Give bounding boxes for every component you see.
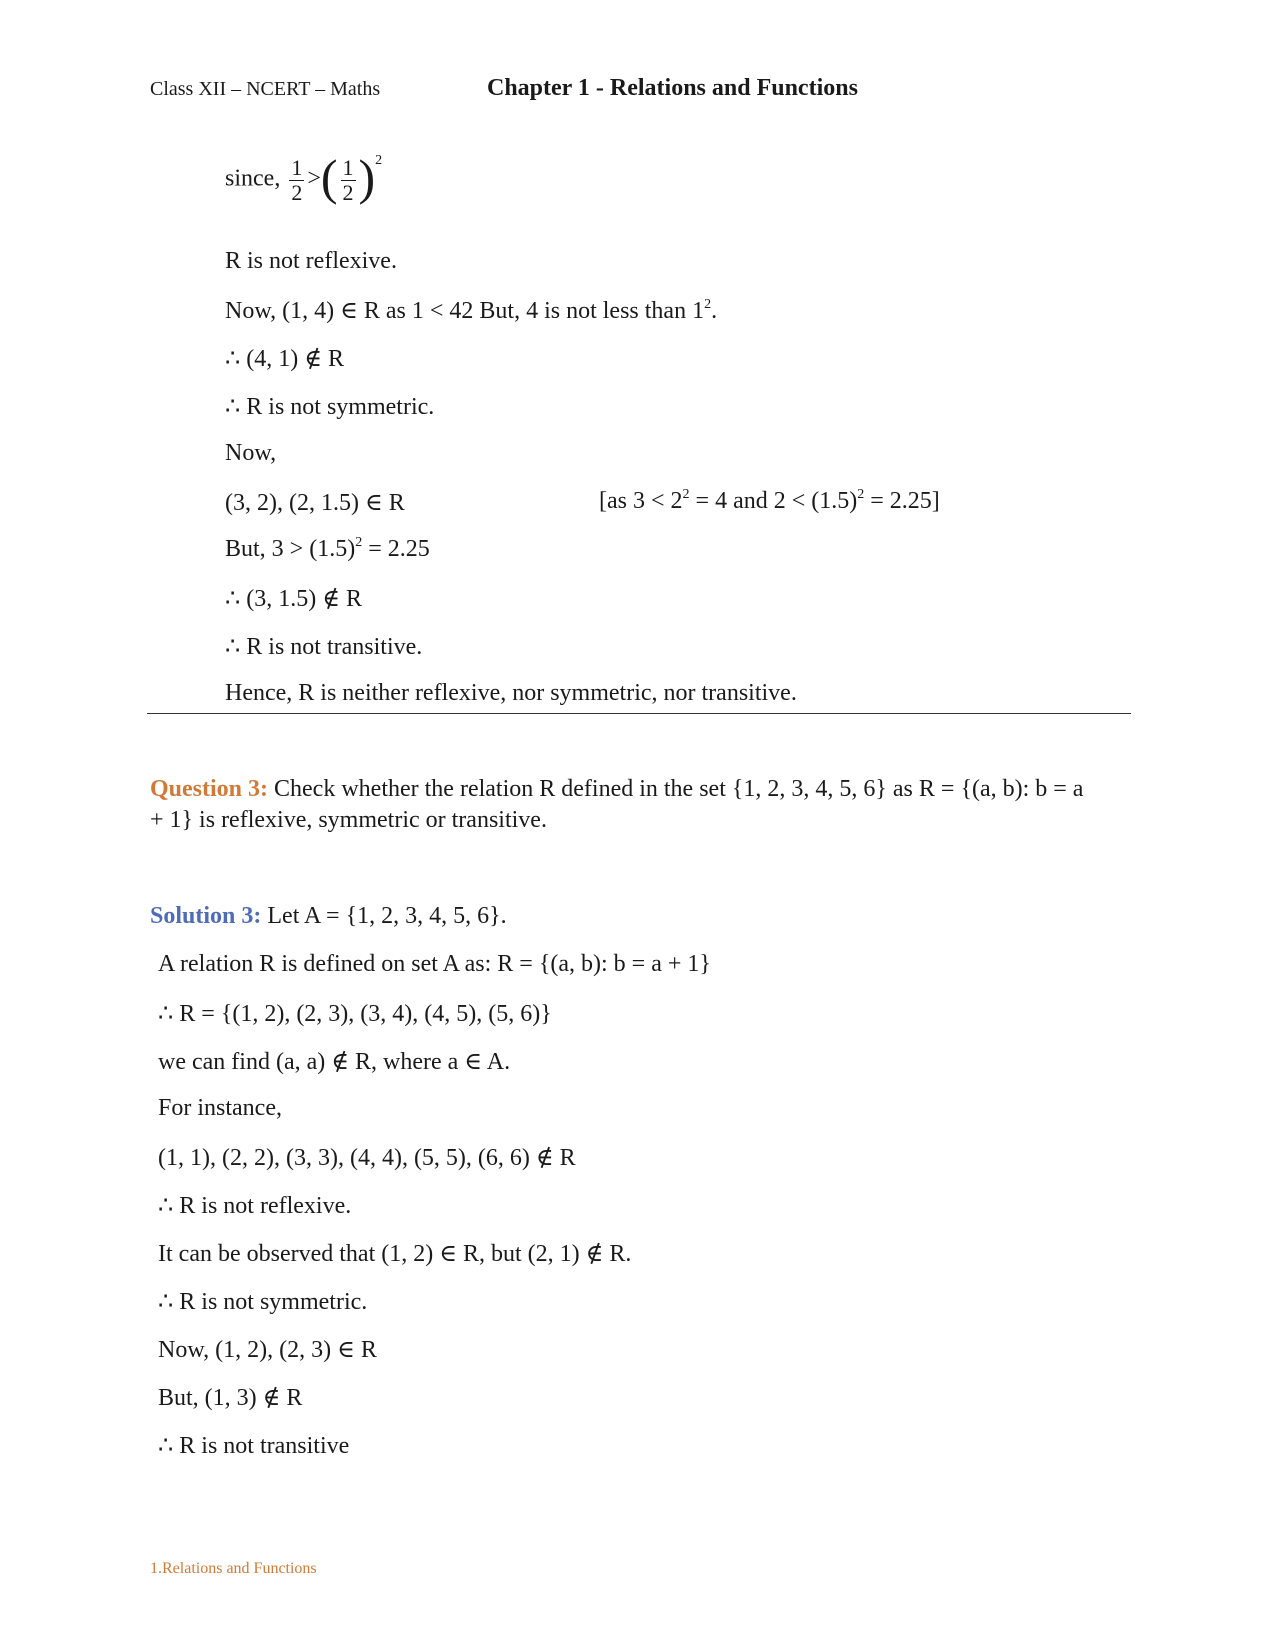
fraction-half xyxy=(289,156,304,205)
header-class-label: Class XII – NCERT – Maths xyxy=(150,78,381,100)
exponent: 2 xyxy=(857,487,865,502)
therefore-line-1: ∴ (4, 1) ∉ R xyxy=(225,346,345,372)
exponent: 2 xyxy=(375,152,383,168)
solution-line: A relation R is defined on set A as: R = {(a, b): b = a + 1} xyxy=(158,951,711,977)
fraction-denominator: 2 xyxy=(342,179,354,205)
since-expression xyxy=(225,149,383,205)
right-paren: ) xyxy=(358,149,376,205)
not-reflexive-line: R is not reflexive. xyxy=(225,248,397,274)
left-paren: ( xyxy=(320,149,338,205)
solution-line: For instance, xyxy=(158,1095,282,1121)
solution-line: But, (1, 3) ∉ R xyxy=(158,1385,303,1411)
solution-line: ∴ R is not symmetric. xyxy=(158,1289,368,1315)
section-divider xyxy=(147,713,1131,714)
greater-than-sign: > xyxy=(307,165,321,192)
exponent: 2 xyxy=(355,535,363,550)
not-symmetric-line: ∴ R is not symmetric. xyxy=(225,394,435,420)
page-footer: 1.Relations and Functions xyxy=(150,1560,317,1577)
solution-3 xyxy=(150,903,507,930)
not-transitive-line: ∴ R is not transitive. xyxy=(225,634,423,660)
period: . xyxy=(711,298,718,324)
question-3 xyxy=(150,776,1083,803)
fraction-denominator: 2 xyxy=(291,179,303,205)
since-prefix: since, xyxy=(225,165,281,192)
solution-line: ∴ R is not reflexive. xyxy=(158,1193,352,1219)
hence-line: Hence, R is neither reflexive, nor symmetric, nor transitive. xyxy=(225,680,797,706)
but-line-b: = 2.25 xyxy=(362,536,430,562)
chapter-title: Chapter 1 - Relations and Functions xyxy=(487,75,858,101)
bracket-note-b: = 4 and 2 < (1.5) xyxy=(689,488,858,514)
solution-line: ∴ R = {(1, 2), (2, 3), (3, 4), (4, 5), (5, 6)} xyxy=(158,1001,552,1027)
question-text: Check whether the relation R defined in the set {1, 2, 3, 4, 5, 6} as R = {(a, b): b = a xyxy=(268,776,1084,802)
question-3-continued: + 1} is reflexive, symmetric or transitive. xyxy=(150,807,547,833)
therefore-line-2: ∴ (3, 1.5) ∉ R xyxy=(225,586,363,612)
pairs-line: (3, 2), (2, 1.5) ∈ R xyxy=(225,490,405,516)
solution-intro: Let A = {1, 2, 3, 4, 5, 6}. xyxy=(261,903,507,929)
but-line xyxy=(225,536,430,563)
fraction-numerator: 1 xyxy=(291,154,303,180)
now-line-1-text: Now, (1, 4) ∈ R as 1 < 42 But, 4 is not less than 1 xyxy=(225,298,705,324)
solution-label: Solution 3: xyxy=(150,903,262,929)
bracket-note-c: = 2.25] xyxy=(864,488,940,514)
exponent: 2 xyxy=(704,297,712,312)
solution-line: Now, (1, 2), (2, 3) ∈ R xyxy=(158,1337,377,1363)
bracket-note-a: [as 3 < 2 xyxy=(599,488,683,514)
question-label: Question 3: xyxy=(150,776,269,802)
solution-line: It can be observed that (1, 2) ∈ R, but (2, 1) ∉ R. xyxy=(158,1241,632,1267)
solution-line: ∴ R is not transitive xyxy=(158,1433,350,1459)
fraction-half-squared xyxy=(341,156,356,205)
now-line-1 xyxy=(225,296,717,325)
bracket-note xyxy=(599,488,940,515)
exponent: 2 xyxy=(682,487,690,502)
fraction-numerator: 1 xyxy=(342,154,354,180)
now-line-2: Now, xyxy=(225,440,277,466)
but-line-a: But, 3 > (1.5) xyxy=(225,536,356,562)
solution-line: (1, 1), (2, 2), (3, 3), (4, 4), (5, 5), (6, 6) ∉ R xyxy=(158,1145,576,1171)
solution-line: we can find (a, a) ∉ R, where a ∈ A. xyxy=(158,1049,511,1075)
